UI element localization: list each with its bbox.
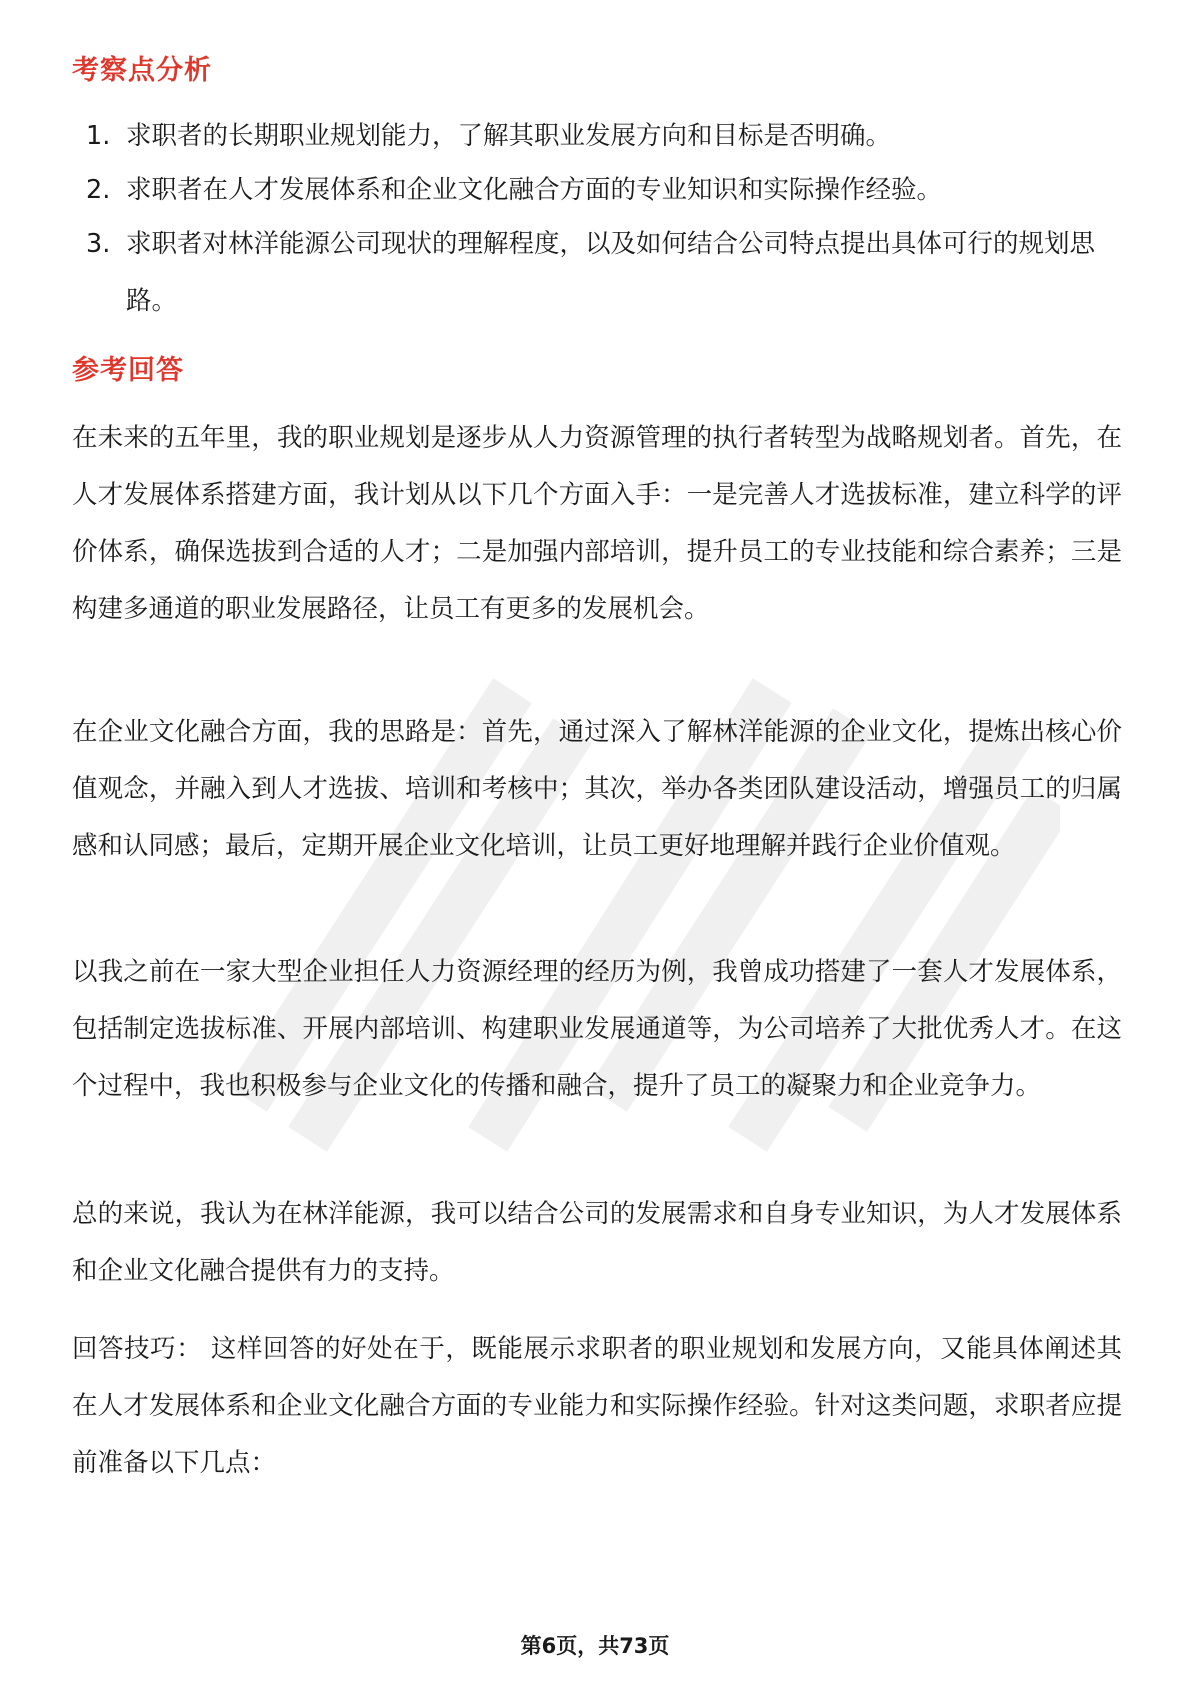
answer-tips-paragraph: 回答技巧： 这样回答的好处在于，既能展示求职者的职业规划和发展方向，又能具体阐述其在人才发展体系和企业文化融合方面的专业能力和实际操作经验。针对这类问题，求职者应提前准备以下几点： xyxy=(72,1334,1122,1478)
list-item-text: 求职者在人才发展体系和企业文化融合方面的专业知识和实际操作经验。 xyxy=(126,175,943,205)
page-number: 第6页，共73页 xyxy=(520,1634,670,1658)
list-item xyxy=(86,108,1126,165)
answer-paragraph: 在未来的五年里，我的职业规划是逐步从人力资源管理的执行者转型为战略规划者。首先，在人才发展体系搭建方面，我计划从以下几个方面入手：一是完善人才选拔标准，建立科学的评价体系，确保选拔到合适的人才；二是加强内部培训，提升员工的专业技能和综合素养；三是构建多通道的职业发展路径，让员工有更多的发展机会。 xyxy=(72,423,1122,624)
section-title-answer: 参考回答 xyxy=(72,355,184,386)
list-item xyxy=(86,216,1126,330)
list-item-number: 2. xyxy=(86,175,111,205)
answer-paragraph: 以我之前在一家大型企业担任人力资源经理的经历为例，我曾成功搭建了一套人才发展体系，包括制定选拔标准、开展内部培训、构建职业发展通道等，为公司培养了大批优秀人才。在这个过程中，我也积极参与企业文化的传播和融合，提升了员工的凝聚力和企业竞争力。 xyxy=(72,957,1122,1101)
list-item-number: 1. xyxy=(86,121,111,151)
answer-paragraph: 在企业文化融合方面，我的思路是：首先，通过深入了解林洋能源的企业文化，提炼出核心价值观念，并融入到人才选拔、培训和考核中；其次，举办各类团队建设活动，增强员工的归属感和认同感；最后，定期开展企业文化培训，让员工更好地理解并践行企业价值观。 xyxy=(72,717,1122,861)
answer-paragraph: 总的来说，我认为在林洋能源，我可以结合公司的发展需求和自身专业知识，为人才发展体系和企业文化融合提供有力的支持。 xyxy=(72,1199,1122,1286)
list-item-number: 3. xyxy=(86,229,111,259)
section-title-analysis: 考察点分析 xyxy=(72,55,212,86)
list-item-text: 求职者对林洋能源公司现状的理解程度，以及如何结合公司特点提出具体可行的规划思路。 xyxy=(126,229,1096,316)
list-item-text: 求职者的长期职业规划能力，了解其职业发展方向和目标是否明确。 xyxy=(126,121,892,151)
list-item xyxy=(86,162,1126,219)
